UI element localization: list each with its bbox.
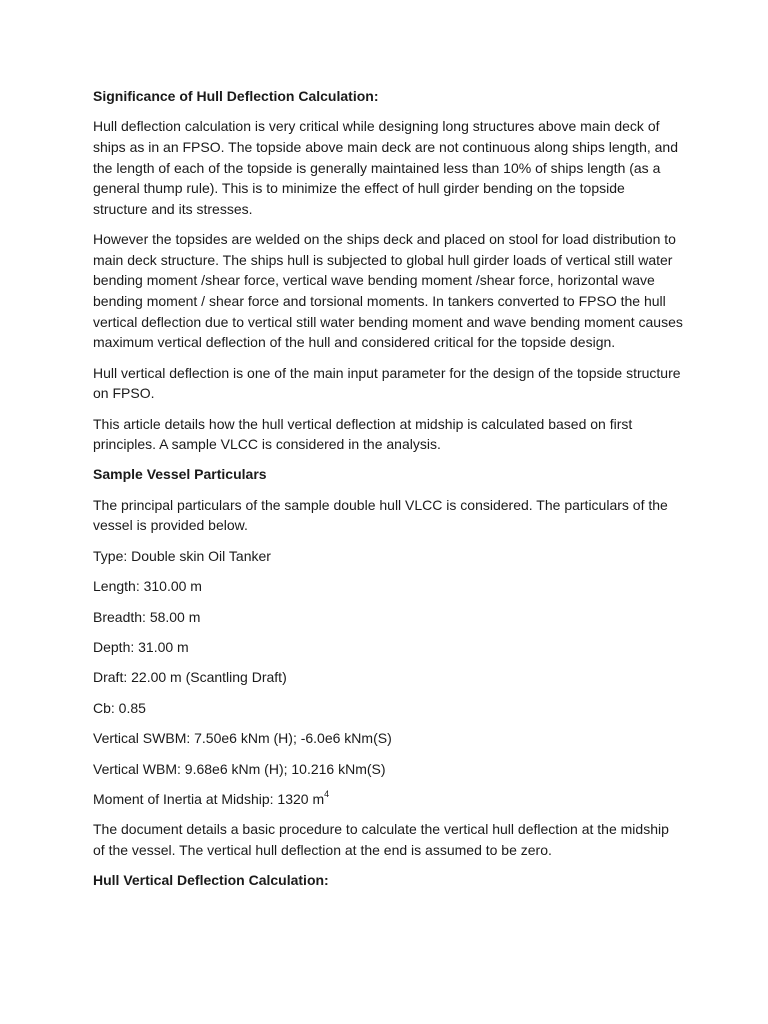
spec-length: Length: 310.00 m [93,578,202,595]
section-heading-significance: Significance of Hull Deflection Calculation: [93,88,379,104]
document-page [93,86,683,901]
spec-moment-of-inertia [93,789,683,810]
spec-moment-of-inertia-text: Moment of Inertia at Midship: 1320 m [93,790,325,807]
paragraph-topside-loads: However the topsides are welded on the ships deck and placed on stool for load distribution to main deck structure. The ships hull is subjected to global hull girder loads of vertical still water bending moment /shear force, vertical wave bending moment /shear force, horizontal wave bending moment / shear force and torsional moments. In tankers converted to FPSO the hull vertical deflection due to vertical still water bending moment and wave bending moment causes maximum vertical deflection of the hull and considered critical for the topside design. [93,231,683,351]
spec-vertical-wbm: Vertical WBM: 9.68e6 kNm (H); 10.216 kNm(S) [93,760,386,777]
spec-vertical-swbm: Vertical SWBM: 7.50e6 kNm (H); -6.0e6 kNm(S) [93,730,392,747]
section-heading-calculation: Hull Vertical Deflection Calculation: [93,872,329,889]
paragraph-procedure-intro: The document details a basic procedure to calculate the vertical hull deflection at the midship of the vessel. The vertical hull deflection at the end is assumed to be zero. [93,821,669,858]
spec-draft: Draft: 22.00 m (Scantling Draft) [93,669,287,686]
paragraph-article-scope: This article details how the hull vertical deflection at midship is calculated based on first principles. A sample VLCC is considered in the analysis. [93,415,633,453]
spec-moment-of-inertia-exponent: 4 [324,789,330,800]
paragraph-hull-deflection-intro: Hull deflection calculation is very critical while designing long structures above main deck of ships as in an FPSO. The topside above main deck are not continuous along ships length, and the length of each of the topside is generally maintained less than 10% of ships length (as a general thump rule). This is to minimize the effect of hull girder bending on the topside structure and its stresses. [93,118,678,217]
spec-depth: Depth: 31.00 m [93,639,189,656]
spec-block-coefficient: Cb: 0.85 [93,699,146,716]
section-heading-vessel-particulars: Sample Vessel Particulars [93,466,267,483]
paragraph-particulars-intro: The principal particulars of the sample double hull VLCC is considered. The particulars of the vessel is provided below. [93,496,668,534]
spec-breadth: Breadth: 58.00 m [93,608,201,625]
spec-type: Type: Double skin Oil Tanker [93,547,271,564]
paragraph-input-parameter: Hull vertical deflection is one of the main input parameter for the design of the topside structure on FPSO. [93,364,681,402]
